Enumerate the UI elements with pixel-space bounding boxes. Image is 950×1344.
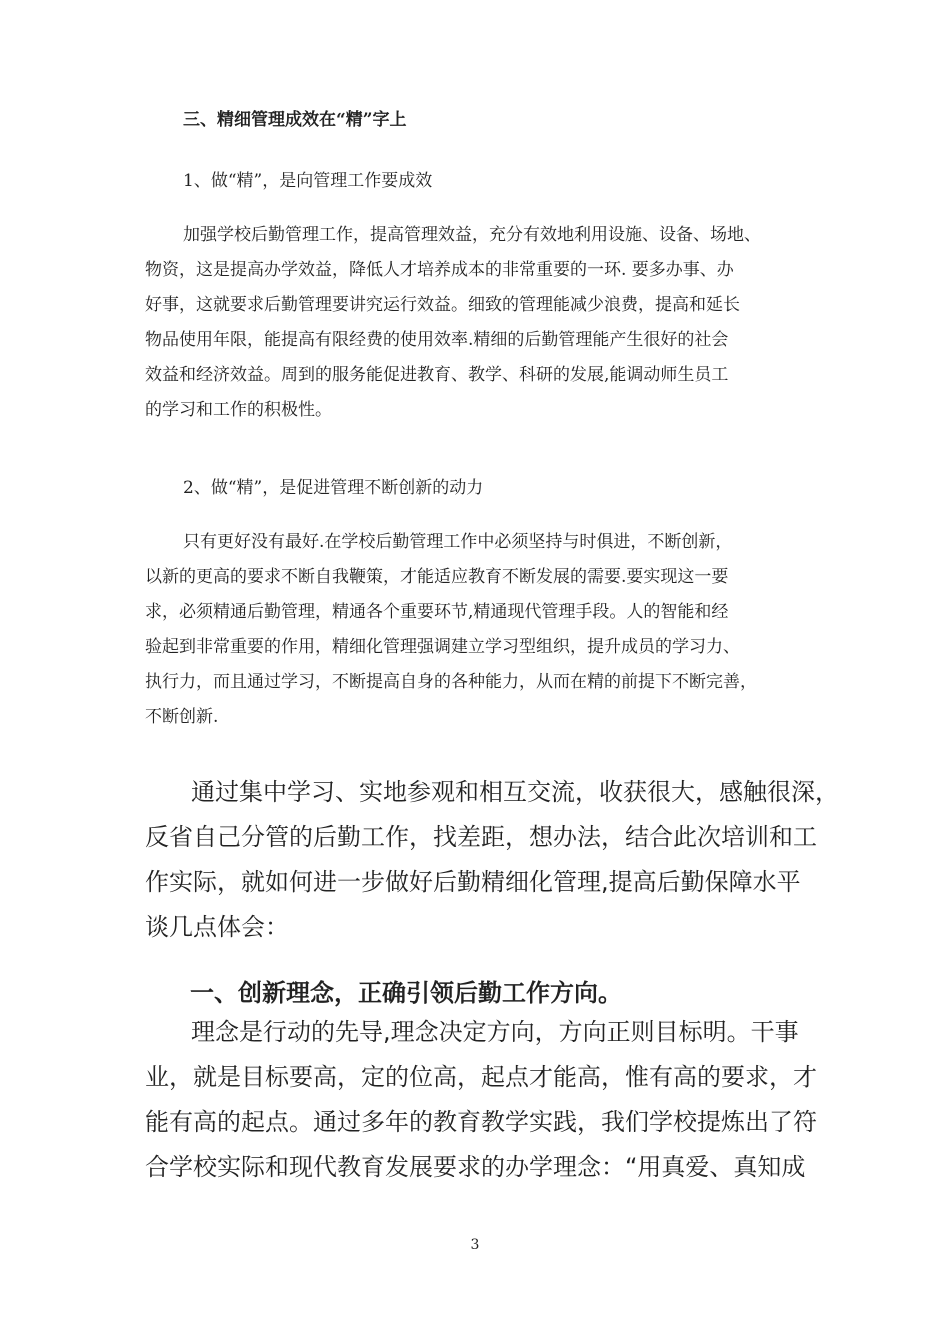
paragraph-line: 验起到非常重要的作用，精细化管理强调建立学习型组织，提升成员的学习力、 bbox=[145, 637, 740, 657]
paragraph-line: 求，必须精通后勤管理，精通各个重要环节,精通现代管理手段。人的智能和经 bbox=[145, 602, 729, 622]
paragraph-line: 执行力，而且通过学习，不断提高自身的各种能力，从而在精的前提下不断完善， bbox=[145, 672, 757, 692]
paragraph-line: 效益和经济效益。周到的服务能促进教育、教学、科研的发展,能调动师生员工 bbox=[145, 365, 729, 385]
paragraph-line: 加强学校后勤管理工作，提高管理效益，充分有效地利用设施、设备、场地、 bbox=[183, 225, 761, 245]
section-three-title: 三、精细管理成效在“精”字上 bbox=[183, 110, 407, 130]
point-one-paragraph bbox=[145, 1010, 820, 1190]
paragraph-line: 的学习和工作的积极性。 bbox=[145, 400, 332, 420]
paragraph-line: 好事，这就要求后勤管理要讲究运行效益。细致的管理能减少浪费，提高和延长 bbox=[145, 295, 740, 315]
paragraph-line: 合学校实际和现代教育发展要求的办学理念：“用真爱、真知成 bbox=[145, 1153, 806, 1181]
paragraph-line: 只有更好没有最好.在学校后勤管理工作中必须坚持与时俱进，不断创新， bbox=[183, 532, 733, 552]
item2-title: 2、做“精”，是促进管理不断创新的动力 bbox=[183, 478, 484, 498]
paragraph-line: 以新的更高的要求不断自我鞭策，才能适应教育不断发展的需要.要实现这一要 bbox=[145, 567, 729, 587]
intro-paragraph bbox=[145, 770, 839, 950]
paragraph-line: 不断创新. bbox=[145, 707, 219, 727]
paragraph-line: 物资，这是提高办学效益，降低人才培养成本的非常重要的一环. 要多办事、办 bbox=[145, 260, 734, 280]
item1-title: 1、做“精”，是向管理工作要成效 bbox=[183, 171, 433, 191]
item2-paragraph bbox=[145, 525, 809, 735]
paragraph-line: 理念是行动的先导,理念决定方向，方向正则目标明。干事 bbox=[191, 1018, 799, 1046]
paragraph-line: 谈几点体会： bbox=[145, 913, 289, 941]
paragraph-line: 作实际，就如何进一步做好后勤精细化管理,提高后勤保障水平 bbox=[145, 868, 801, 896]
point-one-heading: 一、创新理念，正确引领后勤工作方向。 bbox=[190, 978, 622, 1007]
paragraph-line: 能有高的起点。通过多年的教育教学实践，我们学校提炼出了符 bbox=[145, 1108, 817, 1136]
paragraph-line: 业，就是目标要高，定的位高，起点才能高，惟有高的要求，才 bbox=[145, 1063, 817, 1091]
item1-paragraph bbox=[145, 218, 809, 428]
paragraph-line: 反省自己分管的后勤工作，找差距，想办法，结合此次培训和工 bbox=[145, 823, 817, 851]
page-number: 3 bbox=[470, 1237, 480, 1253]
paragraph-line: 物品使用年限，能提高有限经费的使用效率.精细的后勤管理能产生很好的社会 bbox=[145, 330, 729, 350]
paragraph-line: 通过集中学习、实地参观和相互交流，收获很大，感触很深， bbox=[191, 778, 839, 806]
